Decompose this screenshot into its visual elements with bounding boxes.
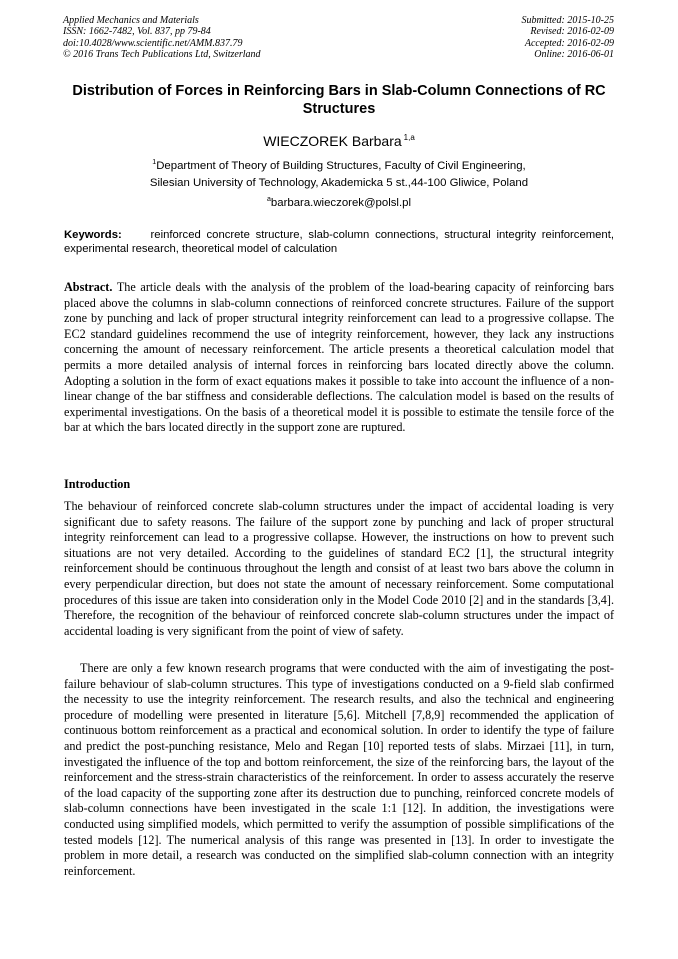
journal-info <box>63 15 261 60</box>
date-revised: Revised: 2016-02-09 <box>530 26 614 38</box>
journal-name: Applied Mechanics and Materials <box>63 15 199 26</box>
paper-title: Distribution of Forces in Reinforcing Bars in Slab-Column Connections of RC Structures <box>72 83 606 117</box>
abstract <box>64 280 614 436</box>
affiliation-line-2: Silesian University of Technology, Akademicka 5 st.,44-100 Gliwice, Poland <box>149 177 529 189</box>
abstract-label: Abstract. <box>64 280 113 294</box>
journal-copyright: © 2016 Trans Tech Publications Ltd, Switzerland <box>63 48 261 60</box>
abstract-text: The article deals with the analysis of the problem of the load-bearing capacity of reinforcing bars placed above the columns in slab-column connections of reinforced concrete structures. Failure of the support zone by punching and lack of proper structural integrity reinforcement can lead to a progressive collapse. The EC2 standard guidelines recommend the use of integrity reinforcement, however, they lack any instructions concerning the amount of necessary reinforcement. The article presents a theoretical calculation model that permits a more detailed analysis of internal forces in reinforcing bars located directly above the column. Adopting a solution in the form of exact equations makes it possible to take into account the influence of a non-linear change of the bar stiffness and considerable deflections. The calculation model is based on the results of experimental investigations. On the basis of a theoretical model it is possible to estimate the tensile force of the bar at which the bars located directly in the support zone are ruptured. <box>64 280 614 435</box>
author-email <box>0 193 678 210</box>
affiliation <box>60 154 618 192</box>
journal-doi: doi:10.4028/www.scientific.net/AMM.837.79 <box>63 37 243 49</box>
publication-dates <box>522 15 615 60</box>
keywords-text: reinforced concrete structure, slab-column connections, structural integrity reinforcement, experimental research, theoretical model of calculation <box>64 229 614 255</box>
author-sup: 1,a <box>403 133 415 142</box>
email-address: barbara.wieczorek@polsl.pl <box>270 197 411 209</box>
date-online: Online: 2016-06-01 <box>534 48 614 60</box>
author-name: WIECZOREK Barbara <box>263 133 402 149</box>
section-heading-introduction: Introduction <box>64 477 131 491</box>
keywords <box>64 228 614 256</box>
introduction-paragraph-1: The behaviour of reinforced concrete slab-column structures under the impact of accidental loading is very significant due to safety reasons. The failure of the support zone by punching and lack of proper structural integrity reinforcement can lead to a progressive collapse. However, the instructions on how to prevent such situations are not very detailed. According to the guidelines of standard EC2 [1], the structural integrity reinforcement should be continuous throughout the length and consist of at least two bars above the column in every perpendicular direction, but does not state the amount of necessary reinforcement. Some computational procedures of this issue are taken into consideration only in the Model Code 2010 [2] and in the standards [3,4]. Therefore, the recognition of the behaviour of reinforced concrete slab-column structures under the impact of accidental loading is very significant from the point of view of safety. <box>64 499 614 638</box>
journal-issn: ISSN: 1662-7482, Vol. 837, pp 79-84 <box>63 26 211 38</box>
author-line <box>0 130 678 149</box>
email-sup: a <box>267 196 271 203</box>
date-accepted: Accepted: 2016-02-09 <box>524 37 614 49</box>
date-submitted: Submitted: 2015-10-25 <box>521 15 614 26</box>
introduction-paragraph-2: There are only a few known research programs that were conducted with the aim of investigating the post-failure behaviour of slab-column structures. This type of investigations conducted on a 9-field slab confirmed the necessity to use the integrity reinforcement. The research results, and also the technical and engineering procedure of modelling were presented in literature [5,6]. Mitchell [7,8,9] recommended the application of continuous bottom reinforcement as a practical and economical solution. In order to identify the type of failure and predict the post-punching resistance, Melo and Regan [10] reported tests of slabs. Mirzaei [11], in turn, investigated the influence of the top and bottom reinforcement, the size of the reinforcing bars, the layout of the reinforcement and the stress-strain characteristics of the reinforcement. In order to assess accurately the reserve of the load capacity of the supporting zone after its destruction due to punching, reinforced concrete models of slab-column connections have been investigated in the scale 1:1 [12]. In addition, the investigations were conducted using simplified models, which permitted to verify the assumption of possible simplifications of the tested models [12]. The numerical analysis of this range was presented in [13]. In order to investigate the problem in more detail, a research was conducted on the simplified slab-column connection with an integrity reinforcement. <box>64 661 614 878</box>
keywords-label: Keywords: <box>64 229 122 241</box>
affiliation-line-1: $^1$Department of Theory of Building Structures, Faculty of Civil Engineering, <box>152 159 526 172</box>
affiliation-sup: 1 <box>152 159 157 166</box>
